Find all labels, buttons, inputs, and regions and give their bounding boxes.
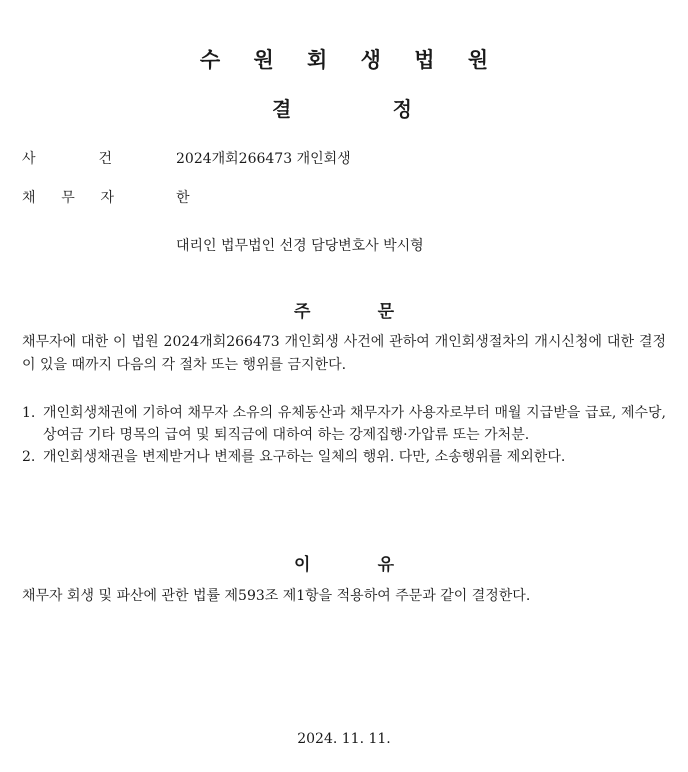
reason-text: 채무자 회생 및 파산에 관한 법률 제593조 제1항을 적용하여 주문과 같이 결정한다.: [22, 588, 531, 604]
order-list: [22, 402, 666, 468]
debtor-label: [22, 188, 114, 208]
debtor-name: 한: [176, 190, 190, 206]
debtor-label-char-1: 채: [22, 190, 36, 206]
list-item-text: 개인회생채권에 기하여 채무자 소유의 유체동산과 채무자가 사용자로부터 매월 지급받을 급료, 제수당, 상여금 기타 명목의 급여 및 퇴직금에 대하여 하는 강제집행·가압류 또는 가처분.: [43, 405, 666, 443]
order-intro: 채무자에 대한 이 법원 2024개회266473 개인회생 사건에 관하여 개인회생절차의 개시신청에 대한 결정이 있을 때까지 다음의 각 절차 또는 행위를 금지한다.: [22, 334, 666, 373]
case-label-char-2: 건: [98, 151, 112, 167]
case-label: [22, 149, 112, 169]
list-item-number: 1.: [22, 405, 36, 421]
doc-type-char-1: 결: [272, 97, 292, 121]
decision-date: 2024. 11. 11.: [297, 731, 391, 747]
order-title-char-1: 주: [294, 302, 311, 322]
document-type-title: [272, 93, 412, 122]
debtor-label-char-2: 무: [61, 190, 75, 206]
list-item: [22, 446, 666, 468]
court-name: 수 원 회 생 법 원: [199, 48, 502, 72]
order-title-char-2: 문: [377, 302, 394, 322]
case-number: 2024개회266473 개인회생: [176, 151, 351, 167]
doc-type-char-2: 정: [392, 97, 412, 121]
reason-title-char-1: 이: [294, 555, 311, 575]
case-label-char-1: 사: [22, 151, 36, 167]
agent-name: 대리인 법무법인 선경 담당변호사 박시형: [176, 238, 424, 254]
list-item-number: 2.: [22, 449, 36, 465]
reason-title-char-2: 유: [377, 555, 394, 575]
list-item-text: 개인회생채권을 변제받거나 변제를 요구하는 일체의 행위. 다만, 소송행위를 제외한다.: [43, 449, 566, 465]
debtor-label-char-3: 자: [100, 190, 114, 206]
list-item: [22, 402, 666, 446]
